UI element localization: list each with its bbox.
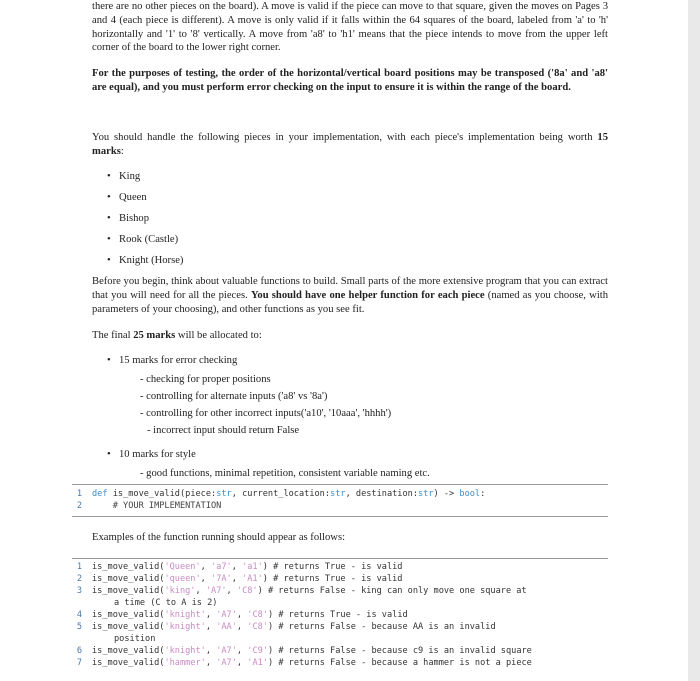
code-string: 'knight' — [164, 646, 206, 656]
code-text: , — [200, 562, 212, 572]
code-string: 'C8' — [247, 622, 268, 632]
code-text: , — [236, 622, 248, 632]
list-item: • Knight (Horse) — [92, 250, 608, 271]
code-text: : — [480, 489, 486, 499]
code-line — [72, 609, 608, 621]
code-comment: ) # returns False - because a hammer is not a piece — [267, 658, 532, 668]
code-text: is_move_valid( — [92, 610, 165, 620]
examples-code-block — [72, 558, 608, 669]
code-text: , — [231, 574, 243, 584]
final-text-b: will be allocated to: — [175, 329, 262, 341]
error-checking-item — [92, 351, 608, 439]
allocation-list — [92, 351, 608, 482]
error-subsubitem: - incorrect input should return False — [147, 424, 300, 436]
code-string: 'C8' — [247, 610, 268, 620]
line-number: 6 — [76, 646, 82, 656]
code-comment: ) # returns False - because AA is an invalid — [267, 622, 496, 632]
testing-note: For the purposes of testing, the order of the horizontal/vertical board positions may be transposed ('8a' and 'a8' are equal), and you must perform error checking on the input to ensure it is within the range of the board. — [92, 68, 608, 93]
line-number: 2 — [76, 574, 82, 584]
code-string: 'A7' — [216, 610, 237, 620]
code-string: 'A1' — [247, 658, 268, 668]
code-string: 'a1' — [242, 562, 263, 572]
code-text: , — [200, 574, 212, 584]
line-number: 1 — [76, 489, 82, 499]
code-text: , — [236, 646, 248, 656]
code-text: , — [236, 610, 248, 620]
list-item: • Bishop — [92, 208, 608, 229]
code-string: '7A' — [211, 574, 232, 584]
code-comment: ) # returns True - is valid — [267, 610, 408, 620]
document-page — [92, 0, 608, 482]
error-checking-title: • 15 marks for error checking — [119, 354, 238, 366]
code-text: , — [231, 562, 243, 572]
code-text: is_move_valid( — [92, 586, 165, 596]
code-text: , — [205, 622, 217, 632]
code-text: , — [195, 586, 206, 596]
code-string: 'AA' — [216, 622, 237, 632]
helper-text-a: Before you begin, think about valuable functions to build. Small parts of the more extensive program that you can extract that you will need for all the pieces. — [92, 276, 608, 302]
code-comment: # YOUR IMPLEMENTATION — [92, 501, 222, 511]
code-string: 'C8' — [236, 586, 258, 596]
style-title: • 10 marks for style — [119, 448, 196, 460]
error-subitem: - controlling for alternate inputs ('a8' vs '8a') — [140, 390, 328, 402]
code-text: is_move_valid( — [92, 646, 165, 656]
pieces-intro-colon: : — [120, 145, 124, 157]
list-item: • Queen — [92, 187, 608, 208]
list-item: • Rook (Castle) — [92, 229, 608, 250]
code-type: str — [330, 489, 346, 499]
code-line — [72, 585, 608, 597]
code-text: , — [205, 658, 217, 668]
code-text: , destination: — [345, 489, 418, 499]
list-item: • King — [92, 166, 608, 187]
code-string: 'Queen' — [164, 562, 201, 572]
helper-text-b: (named as you choose, with parameters of your choosing), and other functions as you see fit. — [92, 290, 609, 315]
code-text: , current_location: — [231, 489, 331, 499]
code-text: is_move_valid( — [92, 658, 165, 668]
style-item — [92, 445, 608, 482]
code-text: is_move_valid(piece: — [107, 489, 217, 499]
signature-code-block — [72, 484, 608, 517]
code-comment: ) # returns False - king can only move one square at — [257, 586, 527, 596]
pieces-intro-text: You should handle the following pieces in your implementation, with each piece's implementation being worth — [92, 131, 598, 143]
line-number: 7 — [76, 658, 82, 668]
code-comment: ) # returns True - is valid — [262, 562, 403, 572]
code-string: 'A7' — [216, 646, 237, 656]
code-line — [72, 657, 608, 669]
code-string: 'queen' — [164, 574, 201, 584]
line-number: 5 — [76, 622, 82, 632]
code-comment: ) # returns True - is valid — [262, 574, 403, 584]
code-text: is_move_valid( — [92, 574, 165, 584]
final-text-a: The final — [92, 329, 134, 341]
pieces-list — [92, 166, 608, 271]
code-keyword: def — [92, 489, 108, 499]
code-text: is_move_valid( — [92, 562, 165, 572]
code-type: str — [418, 489, 434, 499]
code-string: 'C9' — [247, 646, 268, 656]
code-text: , — [205, 646, 217, 656]
line-number: 4 — [76, 610, 82, 620]
error-subitem: - controlling for other incorrect inputs('a10', '10aaa', 'hhhh') — [140, 407, 392, 419]
final-marks-paragraph — [92, 329, 608, 343]
code-type: str — [216, 489, 232, 499]
intro-paragraph: there are no other pieces on the board). A move is valid if the piece can move to that square, given the moves on Pages 3 and 4 (each piece is different). A move is only valid if it falls within the 64 squares of the board, labeled from 'a' to 'h' horizontally and '1' to '8' vertically. A move from 'a8' to 'h1' means that the piece intends to move from the upper left corner of the board to the lower right corner. — [92, 1, 608, 54]
helper-functions-paragraph — [92, 275, 608, 316]
error-subitem: - checking for proper positions — [140, 373, 271, 385]
code-line — [72, 621, 608, 633]
code-comment: ) # returns False - because c9 is an invalid square — [267, 646, 532, 656]
code-string: 'A1' — [242, 574, 263, 584]
code-text: is_move_valid( — [92, 622, 165, 632]
code-line-continuation: position — [114, 634, 156, 644]
code-string: 'A7' — [205, 586, 227, 596]
code-line — [72, 500, 608, 512]
code-type: bool — [459, 489, 481, 499]
pieces-marks: 15 marks — [92, 131, 608, 157]
code-string: 'king' — [164, 586, 196, 596]
code-line — [72, 488, 608, 500]
code-line — [72, 573, 608, 585]
code-text: , — [226, 586, 237, 596]
line-number: 1 — [76, 562, 82, 572]
final-marks: 25 marks — [133, 329, 176, 341]
code-string: 'hammer' — [164, 658, 206, 668]
pieces-intro-paragraph — [92, 131, 608, 159]
code-line — [72, 645, 608, 657]
code-string: 'knight' — [164, 610, 206, 620]
code-string: 'knight' — [164, 622, 206, 632]
code-string: 'A7' — [216, 658, 237, 668]
code-text: ) -> — [433, 489, 460, 499]
line-number: 2 — [76, 501, 82, 511]
code-line-continuation: a time (C to A is 2) — [114, 598, 218, 608]
helper-text-bold: You should have one helper function for each piece — [250, 290, 485, 302]
line-number: 3 — [76, 586, 82, 596]
examples-heading: Examples of the function running should appear as follows: — [92, 532, 346, 543]
code-text: , — [205, 610, 217, 620]
code-string: 'a7' — [211, 562, 232, 572]
style-subitem: - good functions, minimal repetition, consistent variable naming etc. — [140, 467, 430, 479]
vertical-scrollbar[interactable] — [688, 0, 700, 681]
code-text: , — [236, 658, 248, 668]
code-line — [72, 561, 608, 573]
